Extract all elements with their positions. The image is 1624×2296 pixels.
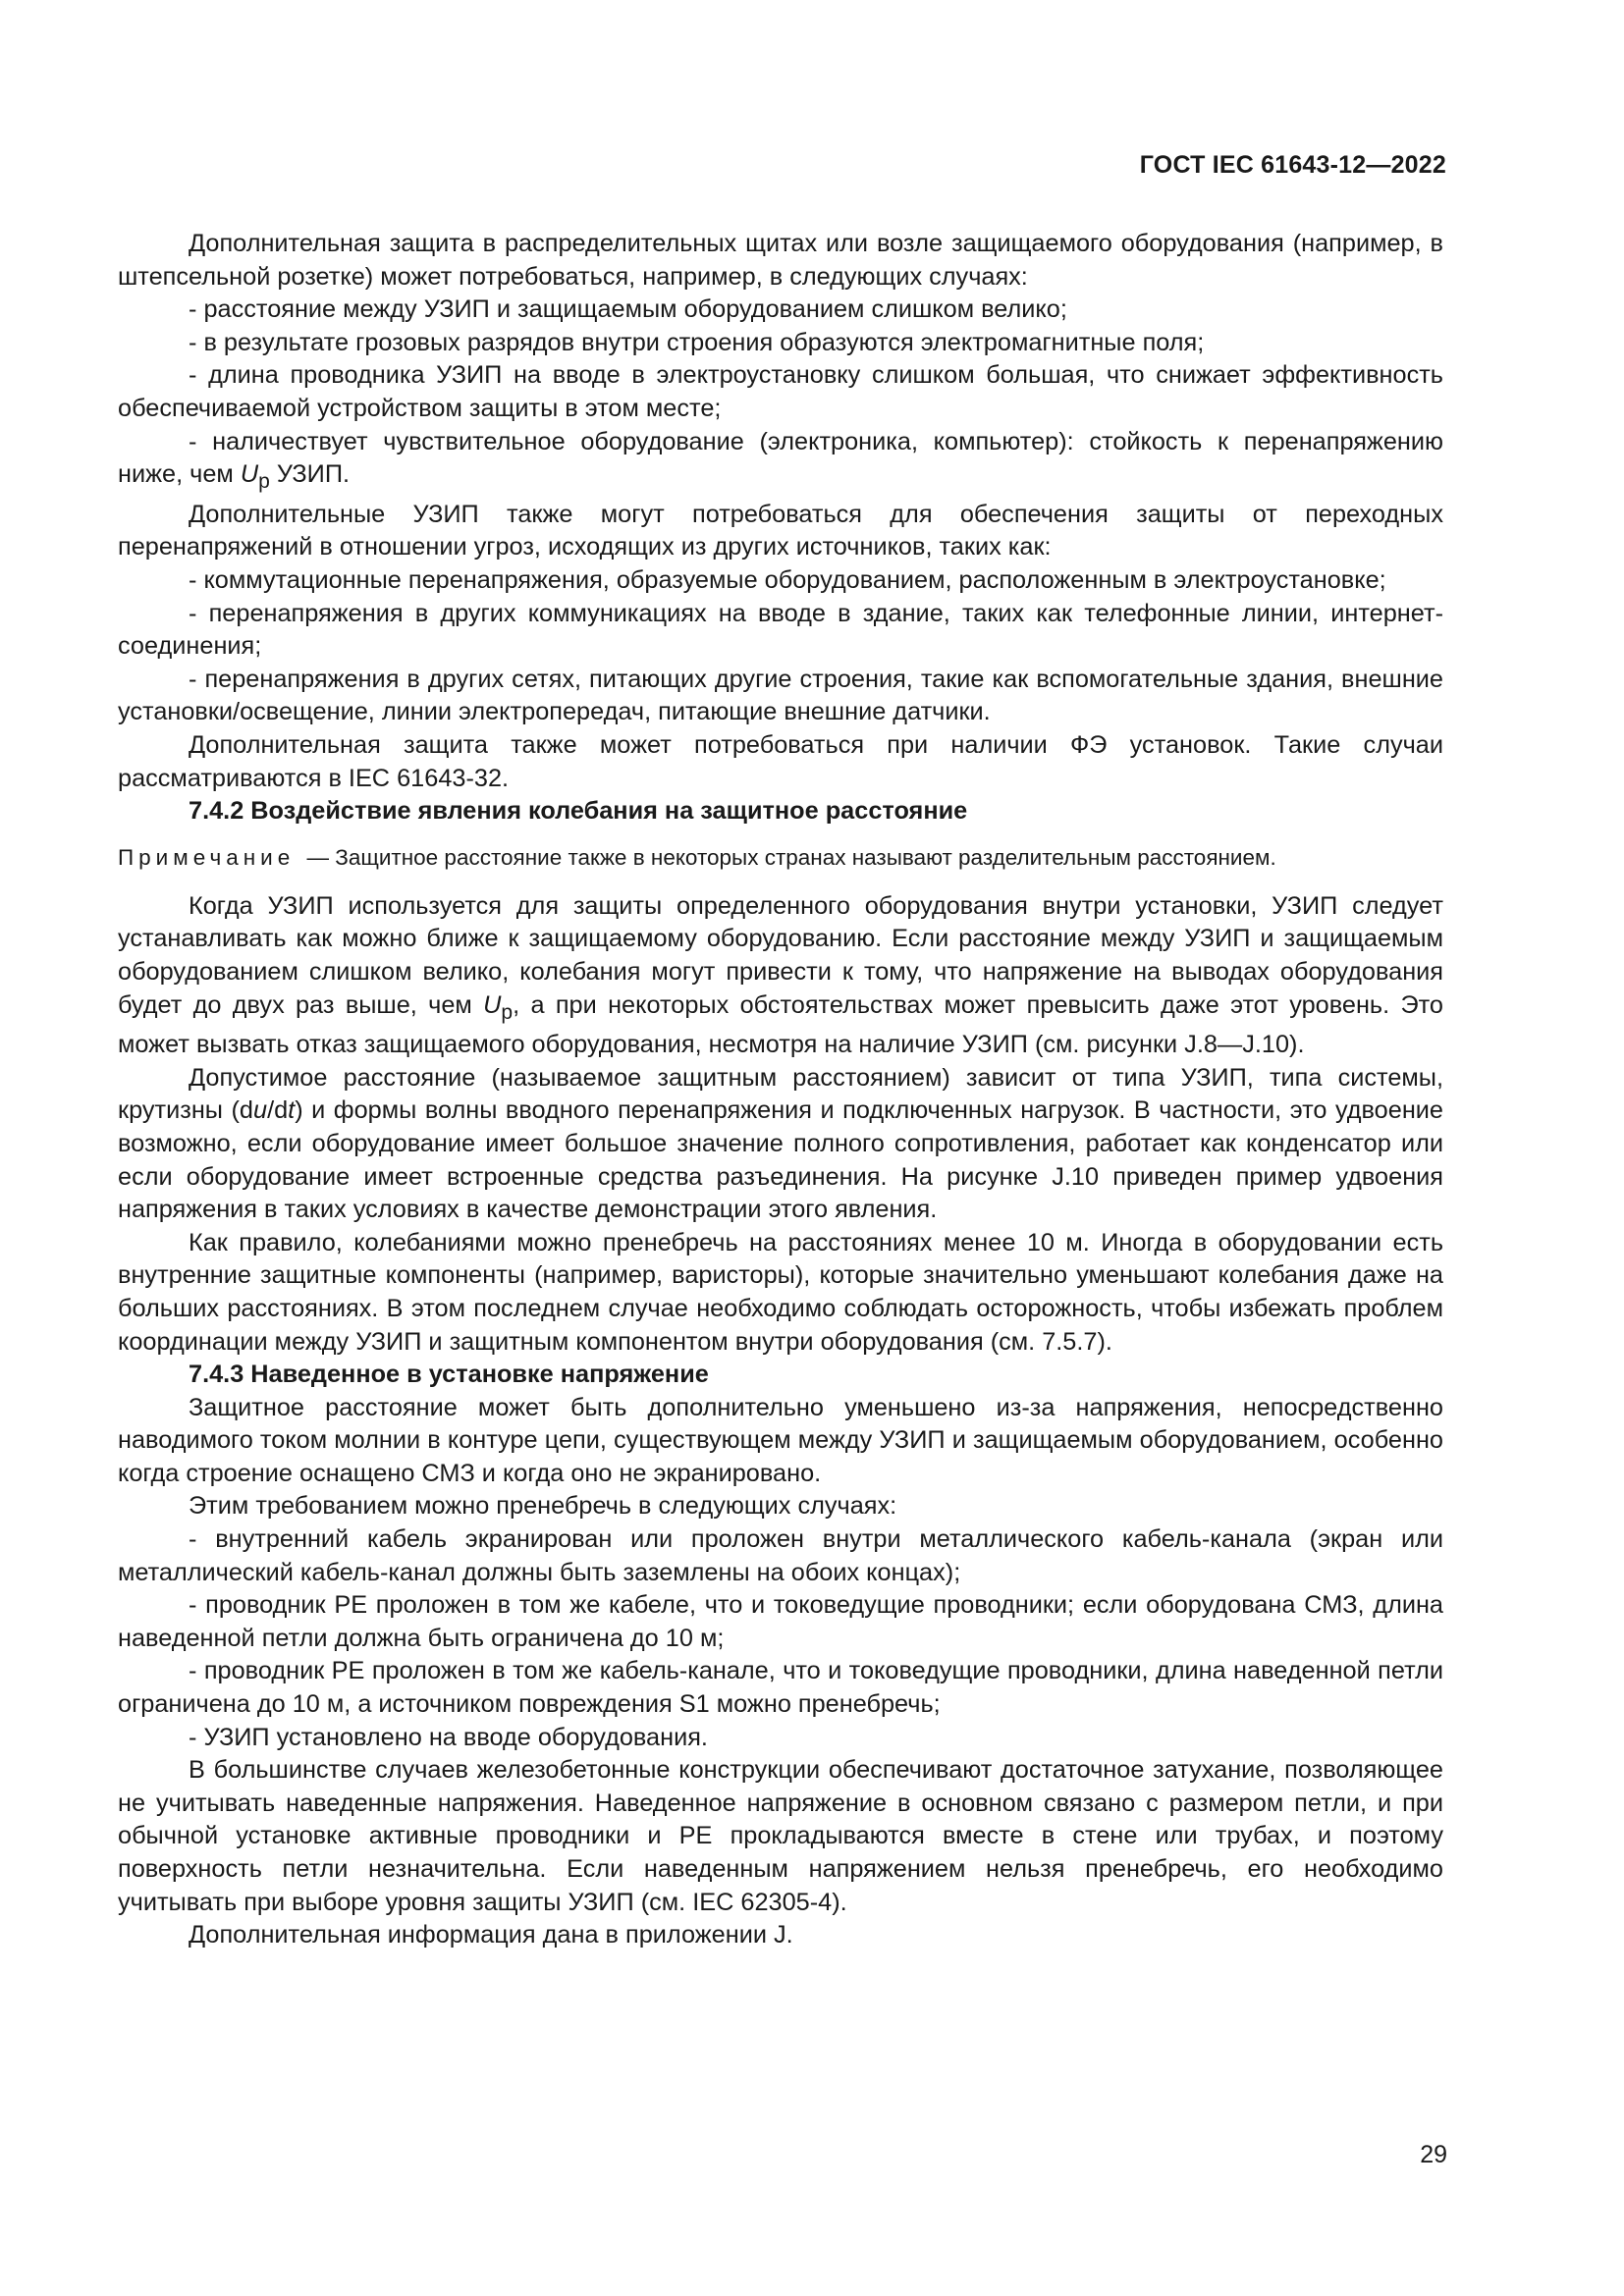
list-item: - расстояние между УЗИП и защищаемым оборудованием слишком велико; [189, 295, 1067, 324]
list-item [118, 426, 1443, 499]
note-label: Примечание [118, 844, 296, 870]
list-item: - внутренний кабель экранирован или проложен внутри металлического кабель-канала (экран или металлический кабель-канал должны быть заземлены на обоих концах); [118, 1525, 1443, 1586]
paragraph: В большинстве случаев железобетонные конструкции обеспечивают достаточное затухание, позволяющее не учитывать наведенные напряжения. Наведенное напряжение в основном связано с размером петли, и при обычной установке активные проводники и PE прокладываются вместе в стене или трубах, и поэтому поверхность петли незначительна. Если наведенным напряжением нельзя пренебречь, его необходимо учитывать при выборе уровня защиты УЗИП (см. IEC 62305-4). [118, 1756, 1443, 1916]
symbol-t: t [288, 1096, 296, 1125]
note [118, 842, 1443, 873]
symbol-u: U [483, 990, 502, 1019]
paragraph: Дополнительные УЗИП также могут потребоваться для обеспечения защиты от переходных перенапряжений в отношении угроз, исходящих из других источников, таких как: [118, 500, 1443, 561]
paragraph: Этим требованием можно пренебречь в следующих случаях: [189, 1492, 897, 1521]
paragraph: Дополнительная защита в распределительных щитах или возле защищаемого оборудования (например, в штепсельной розетке) может потребоваться, например, в следующих случаях: [118, 230, 1443, 291]
list-item: - в результате грозовых разрядов внутри строения образуются электромагнитные поля; [189, 328, 1205, 356]
list-item: - перенапряжения в других сетях, питающих другие строения, такие как вспомогательные здания, внешние установки/освещение, линии электропередач, питающие внешние датчики. [118, 665, 1443, 726]
text-run: - наличествует чувствительное оборудование (электроника, компьютер): стойкость к перенапряжению ниже, чем [118, 427, 1443, 489]
text-run: /d [267, 1096, 289, 1125]
text-run: ) и формы волны вводного перенапряжения и подключенных нагрузок. В частности, это удвоение возможно, если оборудование имеет большое значение полного сопротивления, работает как конденсатор или если оборудование имеет встроенные средства разъединения. На рисунке J.10 приведен пример удвоения напряжения в таких условиях в качестве демонстрации этого явления. [118, 1096, 1443, 1224]
text-run: , а при некоторых обстоятельствах может превысить даже этот уровень. Это может вызвать отказ защищаемого оборудования, несмотря на наличие УЗИП (см. рисунки J.8—J.10). [118, 990, 1443, 1059]
paragraph: Дополнительная защита также может потребоваться при наличии ФЭ установок. Такие случаи рассматриваются в IEC 61643-32. [118, 730, 1443, 792]
paragraph: Защитное расстояние может быть дополнительно уменьшено из-за напряжения, непосредственно наводимого током молнии в контуре цепи, существующем между УЗИП и защищаемым оборудованием, особенно когда строение оснащено СМЗ и когда оно не экранировано. [118, 1393, 1443, 1487]
paragraph: Как правило, колебаниями можно пренебречь на расстояниях менее 10 м. Иногда в оборудовании есть внутренние защитные компоненты (например, варисторы), которые значительно уменьшают колебания даже на больших расстояниях. В этом последнем случае необходимо соблюдать осторожность, чтобы избежать проблем координации между УЗИП и защитным компонентом внутри оборудования (см. 7.5.7). [118, 1228, 1443, 1356]
list-item: - проводник PE проложен в том же кабель-канале, что и токоведущие проводники, длина наведенной петли ограничена до 10 м, а источником повреждения S1 можно пренебречь; [118, 1657, 1443, 1719]
subscript-p: p [258, 470, 270, 494]
list-item: - проводник PE проложен в том же кабеле, что и токоведущие проводники; если оборудована СМЗ, длина наведенной петли должна быть ограничена до 10 м; [118, 1591, 1443, 1652]
paragraph [118, 890, 1443, 1062]
text-run: Когда УЗИП используется для защиты определенного оборудования внутри установки, УЗИП следует устанавливать как можно ближе к защищаемому оборудованию. Если расстояние между УЗИП и защищаемым оборудованием слишком велико, колебания могут привести к тому, что напряжение на выводах оборудования будет до двух раз выше, чем [118, 891, 1443, 1019]
subscript-p: p [501, 1000, 514, 1024]
text-run: УЗИП. [269, 460, 351, 489]
list-item: - коммутационные перенапряжения, образуемые оборудованием, расположенным в электроустановке; [189, 565, 1386, 594]
paragraph [118, 1062, 1443, 1227]
list-item: - длина проводника УЗИП на вводе в электроустановку слишком большая, что снижает эффективность обеспечиваемой устройством защиты в этом месте; [118, 361, 1443, 422]
document-header: ГОСТ IEC 61643-12—2022 [1139, 151, 1446, 179]
list-item: - УЗИП установлено на вводе оборудования. [189, 1723, 708, 1751]
section-heading: 7.4.3 Наведенное в установке напряжение [189, 1361, 709, 1389]
document-body [118, 228, 1443, 1952]
note-text: — Защитное расстояние также в некоторых странах называют разделительным расстоянием. [300, 844, 1276, 870]
symbol-u: u [252, 1096, 268, 1125]
paragraph: Дополнительная информация дана в приложении J. [189, 1921, 793, 1949]
list-item: - перенапряжения в других коммуникациях на вводе в здание, таких как телефонные линии, интернет-соединения; [118, 599, 1443, 661]
symbol-u: U [240, 460, 259, 489]
text-run: Допустимое расстояние (называемое защитным расстоянием) зависит от типа УЗИП, типа системы, крутизны (d [118, 1063, 1443, 1125]
section-heading: 7.4.2 Воздействие явления колебания на защитное расстояние [189, 797, 968, 826]
page-number: 29 [1420, 2141, 1447, 2168]
